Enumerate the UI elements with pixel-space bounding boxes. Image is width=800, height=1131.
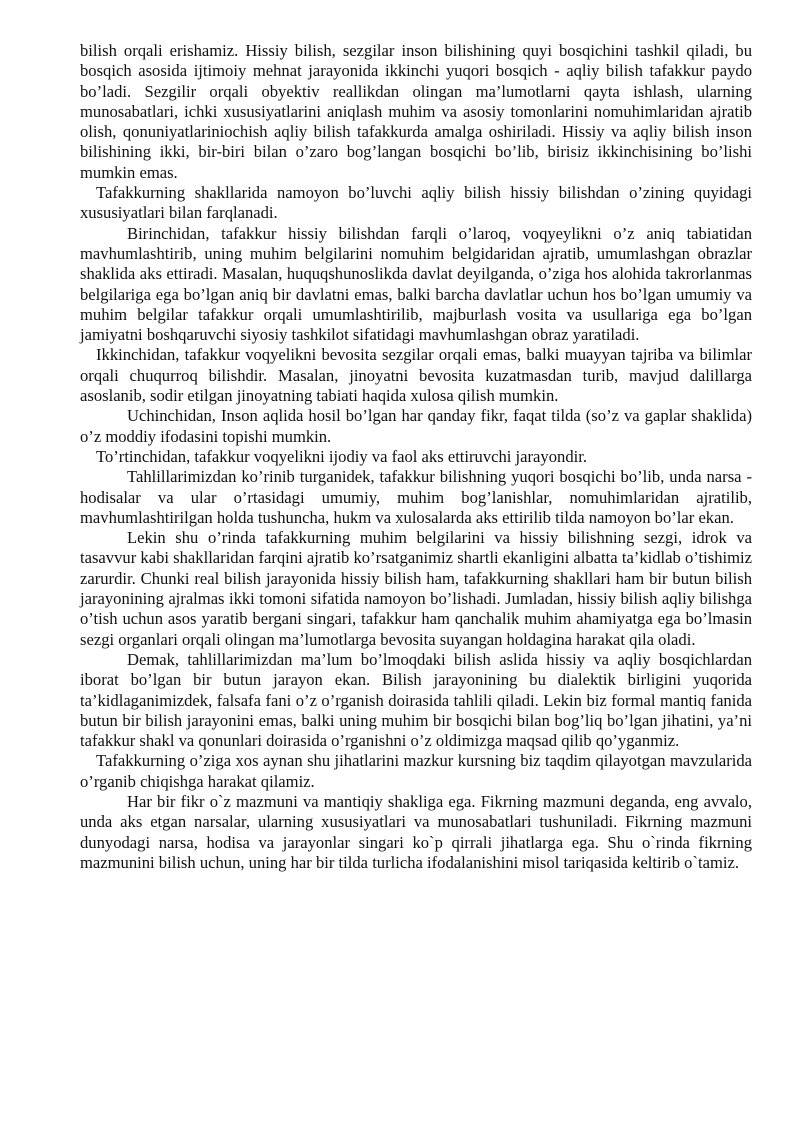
paragraph: bilish orqali erishamiz. Hissiy bilish, sezgilar inson bilishining quyi bosqichini tashkil qiladi, bu bosqich asosida ijtimoiy mehnat jarayonida ikkinchi yuqori bosqich - aqliy bilish tafakkur paydo bo’ladi. Sezgilir orqali obyektiv reallikdan olingan ma’lumotlarni qayta ishlash, ularning munosabatlari, ichki xususiyatlarini aniqlash muhim va asosiy tomonlarini nomuhimlaridan ajratib olish, qonuniyatlariniochish aqliy bilish tafakkurda amalga oshiriladi. Hissiy va aqliy bilish inson bilishining ikki, bir-biri bilan o’zaro bog’langan bosqichi bo’lib, birisiz ikkinchisining bo’lishi mumkin emas. bbox=[80, 41, 752, 182]
paragraph: Har bir fikr o`z mazmuni va mantiqiy shakliga ega. Fikrning mazmuni deganda, eng avvalo, unda aks etgan narsalar, ularning xususiyatlari va munosabatlari tushuniladi. Fikrning mazmuni dunyodagi narsa, hodisa va jarayonlar singari ko`p qirrali jihatlarga ega. Shu o`rinda fikrning mazmunini bilish uchun, uning har bir tilda turlicha ifodalanishini misol tariqasida keltirib o`tamiz. bbox=[80, 791, 752, 872]
paragraph: Lekin shu o’rinda tafakkurning muhim belgilarini va hissiy bilishning sezgi, idrok va tasavvur kabi shakllaridan farqini ajratib ko’rsatganimiz shartli ekanligini albatta ta’kidlab o’tishimiz zarurdir. Chunki real bilish jarayonida hissiy bilish ham, tafakkurning shakllari ham bir butun bilish jarayonining ajralmas ikki tomoni sifatida namoyon bo’lishadi. Jumladan, hissiy bilish aqliy bilishga o’tish uchun asos yaratib bergani singari, tafakkur ham qanchalik muhim ahamiyatga ega bo’lmasin sezgi organlari orqali olingan ma’lumotlarga bevosita suyangan holdagina harakat qila oladi. bbox=[80, 528, 752, 649]
paragraph: Tahlillarimizdan ko’rinib turganidek, tafakkur bilishning yuqori bosqichi bo’lib, unda narsa - hodisalar va ular o’rtasidagi umumiy, muhim bog’lanishlar, nomuhimlaridan ajratilib, mavhumlashtirilgan holda tushuncha, hukm va xulosalarda aks ettirilib tilda namoyon bo’lar ekan. bbox=[80, 467, 752, 527]
paragraph: Ikkinchidan, tafakkur voqyelikni bevosita sezgilar orqali emas, balki muayyan tajriba va bilimlar orqali chuqurroq bilishdir. Masalan, jinoyatni bevosita kuzatmasdan turib, mavjud dalillarga asoslanib, sodir etilgan jinoyatning tabiati haqida xulosa qilish mumkin. bbox=[80, 345, 752, 406]
paragraph: Tafakkurning o’ziga xos aynan shu jihatlarini mazkur kursning biz taqdim qilayotgan mavzularida o’rganib chiqishga harakat qilamiz. bbox=[80, 751, 752, 791]
paragraph: Demak, tahlillarimizdan ma’lum bo’lmoqdaki bilish aslida hissiy va aqliy bosqichlardan iborat bo’lgan bir butun jarayon ekan. Bilish jarayonining bu dialektik birligini yuqorida ta’kidlaganimizdek, falsafa fani o’z o’rganish doirasida tahlili qiladi. Lekin biz formal mantiq fanida butun bir bilish jarayonini emas, balki uning muhim bir bosqichi bilan bog’liq bo’lgan jihatini, ya’ni tafakkur shakl va qonunlari doirasida o’rganishni o’z oldimizga maqsad qilib qo’yganmiz. bbox=[80, 649, 752, 751]
paragraph: Tafakkurning shakllarida namoyon bo’luvchi aqliy bilish hissiy bilishdan o’zining quyidagi xususiyatlari bilan farqlanadi. bbox=[80, 183, 752, 223]
paragraph: Birinchidan, tafakkur hissiy bilishdan farqli o’laroq, voqyeylikni o’z aniq tabiatidan mavhumlashtirib, uning muhim belgilarini nomuhim belgidaridan ajratib, umumlashgan obrazlar shaklida aks ettiradi. Masalan, huquqshunoslikda davlat deyilganda, o’ziga hos alohida takrorlanmas belgilariga ega bo’lgan aniq bir davlatni emas, balki barcha davlatlar uchun hos bo’lgan umumiy va muhim belgilar tafakkur orqali umumlashtirilib, majburlash vosita va usullariga ega bo’lgan jamiyatni boshqaruvchi siyosiy tashkilot sifatidagi mavhumlashgan obraz yaratiladi. bbox=[80, 223, 752, 345]
paragraph: Uchinchidan, Inson aqlida hosil bo’lgan har qanday fikr, faqat tilda (so’z va gaplar shaklida) o’z moddiy ifodasini topishi mumkin. bbox=[80, 406, 752, 446]
paragraph: To’rtinchidan, tafakkur voqyelikni ijodiy va faol aks ettiruvchi jarayondir. bbox=[96, 446, 587, 466]
document-page bbox=[80, 41, 752, 873]
